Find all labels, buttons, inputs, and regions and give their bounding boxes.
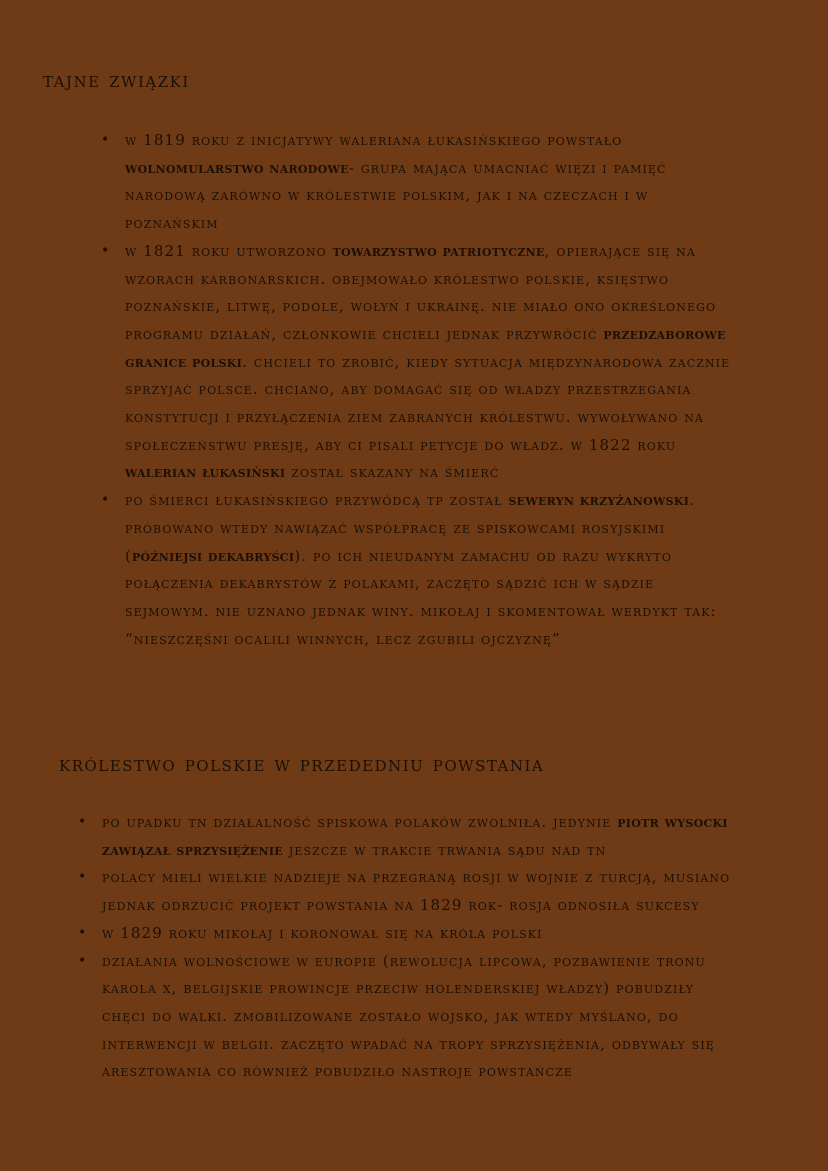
text-run: , opierające się na wzorach karbonarskich. obejmowało królestwo polskie, księstwo poznańskie, litwę, podole, wołyń i ukrainę. nie miało ono określonego programu działań, członkowie chcieli jednak przywrócić — [125, 241, 717, 343]
bold-term: przedzaborowe granice polski — [125, 324, 726, 371]
bullet-icon: • — [78, 924, 88, 941]
bullet-icon: • — [78, 869, 88, 886]
bullet-icon: • — [101, 132, 111, 148]
text-run: . chcieli to zrobić, kiedy sytuacja międzynarodowa zacznie sprzyjać polsce. chciano, aby domagać się od władzy przestrzegania konstytucji i przyłączenia ziem zabranych królestwu. wywoływano na społeczeństwu presję, aby ci pisali petycje do władz. w 1822 roku — [125, 352, 731, 454]
secret-societies-list — [101, 127, 735, 653]
bold-term: seweryn krzyżanowski — [508, 491, 690, 510]
text-run: jeszcze w trakcie trwania sądu nad tn — [282, 840, 607, 859]
list-item — [101, 238, 735, 487]
list-item — [101, 487, 735, 653]
list-item — [78, 864, 742, 919]
text-run: po śmierci łukasińskiego przywódcą tp został — [125, 491, 509, 510]
bullet-icon: • — [101, 492, 111, 509]
text-run: działania wolnościowe w europie (rewolucja lipcowa, pozbawienie tronu karola x, belgijskie prowincje przeciw holenderskiej władzy) pobudziły chęci do walki. zmobilizowane zostało wojsko, jak wtedy myślano, do interwencji w belgii. zaczęto wpadać na tropy sprzysiężenia, odbywały się aresztowania co również pobudziło nastroje powstańcze — [102, 951, 715, 1081]
text-run: został skazany na śmierć — [285, 463, 500, 482]
bold-term: wolnomularstwo narodowe — [125, 158, 349, 177]
section-heading-krolestwo-polskie: królestwo polskie w przededniu powstania — [59, 752, 545, 777]
bold-term: późniejsi dekabryści — [131, 546, 295, 565]
bold-term: towarzystwo patriotyczne — [332, 241, 545, 260]
text-run: w 1829 roku mikołaj i koronował się na króla polski — [102, 923, 543, 942]
bullet-icon: • — [101, 242, 111, 259]
text-run: . próbowano wtedy nawiązać współpracę ze spiskowcami rosyjskimi ( — [125, 491, 696, 565]
list-item — [101, 127, 735, 238]
list-item — [78, 809, 742, 864]
text-run: w 1821 roku utworzono — [125, 241, 333, 260]
bold-term: piotr wysocki zawiązał sprzysiężenie — [102, 813, 728, 859]
bold-term: walerian łukasiński — [125, 463, 286, 482]
text-run: po upadku tn działalność spiskowa polaków zwolniła. jedynie — [102, 813, 618, 831]
pre-uprising-list — [78, 809, 742, 1086]
text-run: polacy mieli wielkie nadzieje na przegraną rosji w wojnie z turcją, musiano jednak odrzucić projekt powstania na 1829 rok- rosja odnosiła sukcesy — [102, 868, 731, 915]
bullet-icon: • — [78, 814, 88, 830]
text-run: ). po ich nieudanym zamachu od razu wykryto połączenia dekabrystów z polakami, zaczęto sądzić ich w sądzie sejmowym. nie uznano jednak winy. mikołaj i skomentował werdykt tak: “nieszczęśni ocalili winnych, lecz zgubili ojczyznę” — [125, 546, 717, 648]
bullet-icon: • — [78, 952, 88, 969]
list-item — [78, 948, 742, 1087]
text-run: - grupa mająca umacniać więzi i pamięć narodową zarówno w królestwie polskim, jak i na czeczach i w poznańskim — [125, 158, 667, 233]
list-item — [78, 920, 742, 948]
text-run: w 1819 roku z inicjatywy waleriana łukasińskiego powstało — [125, 131, 623, 149]
section-heading-tajne-zwiazki: tajne związki — [43, 68, 190, 93]
